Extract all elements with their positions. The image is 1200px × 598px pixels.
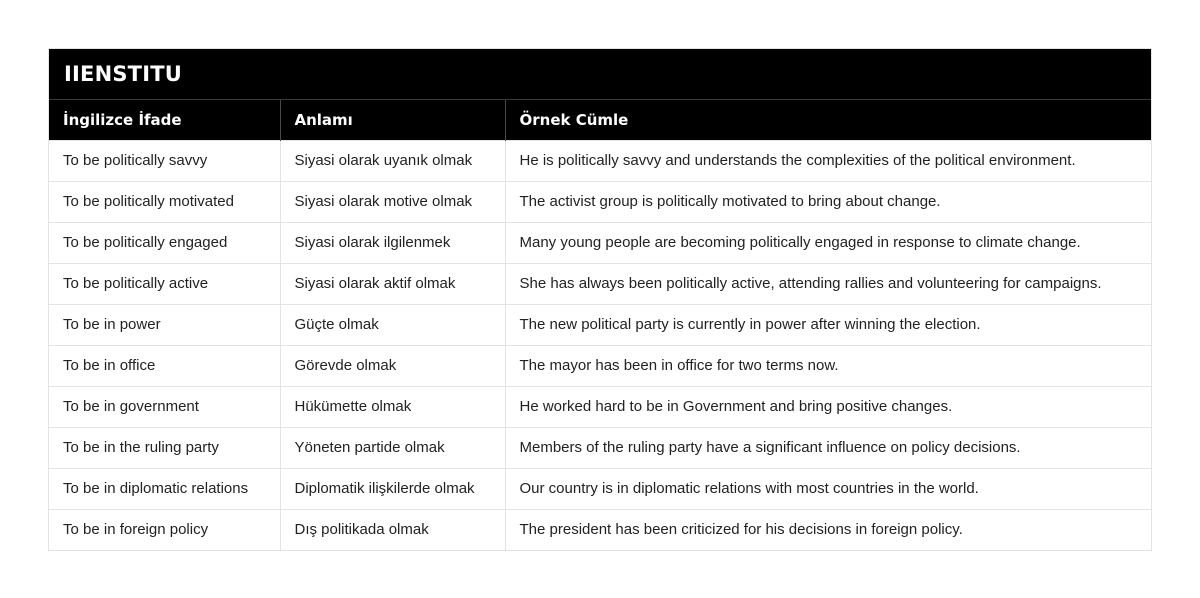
table-row — [49, 345, 1151, 386]
meaning-cell: Siyasi olarak motive olmak — [280, 181, 505, 222]
english-phrase-cell: To be in government — [49, 386, 280, 427]
meaning-cell: Yöneten partide olmak — [280, 427, 505, 468]
english-phrase-cell: To be in foreign policy — [49, 509, 280, 550]
english-phrase-cell: To be politically savvy — [49, 140, 280, 181]
header-example-sentence: Örnek Cümle — [505, 100, 1151, 140]
header-english-phrase: İngilizce İfade — [49, 100, 280, 140]
table-row — [49, 140, 1151, 181]
table-row — [49, 427, 1151, 468]
example-sentence-cell: The activist group is politically motivated to bring about change. — [505, 181, 1151, 222]
table-row — [49, 263, 1151, 304]
example-sentence-cell: Our country is in diplomatic relations with most countries in the world. — [505, 468, 1151, 509]
meaning-cell: Siyasi olarak uyanık olmak — [280, 140, 505, 181]
meaning-cell: Güçte olmak — [280, 304, 505, 345]
english-phrase-cell: To be politically active — [49, 263, 280, 304]
example-sentence-cell: The mayor has been in office for two terms now. — [505, 345, 1151, 386]
meaning-cell: Diplomatik ilişkilerde olmak — [280, 468, 505, 509]
english-phrase-cell: To be in office — [49, 345, 280, 386]
meaning-cell: Dış politikada olmak — [280, 509, 505, 550]
phrase-table-card — [48, 48, 1152, 551]
example-sentence-cell: He is politically savvy and understands the complexities of the political environment. — [505, 140, 1151, 181]
english-phrase-cell: To be politically engaged — [49, 222, 280, 263]
example-sentence-cell: The new political party is currently in power after winning the election. — [505, 304, 1151, 345]
english-phrase-cell: To be in power — [49, 304, 280, 345]
example-sentence-cell: Members of the ruling party have a significant influence on policy decisions. — [505, 427, 1151, 468]
table-row — [49, 304, 1151, 345]
english-phrase-cell: To be in diplomatic relations — [49, 468, 280, 509]
header-meaning: Anlamı — [280, 100, 505, 140]
meaning-cell: Görevde olmak — [280, 345, 505, 386]
example-sentence-cell: Many young people are becoming politically engaged in response to climate change. — [505, 222, 1151, 263]
table-row — [49, 181, 1151, 222]
phrase-table — [49, 100, 1151, 550]
table-row — [49, 509, 1151, 550]
table-header-row — [49, 100, 1151, 140]
example-sentence-cell: She has always been politically active, attending rallies and volunteering for campaigns. — [505, 263, 1151, 304]
example-sentence-cell: He worked hard to be in Government and bring positive changes. — [505, 386, 1151, 427]
table-row — [49, 386, 1151, 427]
table-row — [49, 468, 1151, 509]
example-sentence-cell: The president has been criticized for his decisions in foreign policy. — [505, 509, 1151, 550]
english-phrase-cell: To be politically motivated — [49, 181, 280, 222]
meaning-cell: Hükümette olmak — [280, 386, 505, 427]
english-phrase-cell: To be in the ruling party — [49, 427, 280, 468]
brand-title: IIENSTITU — [49, 49, 1151, 100]
meaning-cell: Siyasi olarak aktif olmak — [280, 263, 505, 304]
meaning-cell: Siyasi olarak ilgilenmek — [280, 222, 505, 263]
table-row — [49, 222, 1151, 263]
